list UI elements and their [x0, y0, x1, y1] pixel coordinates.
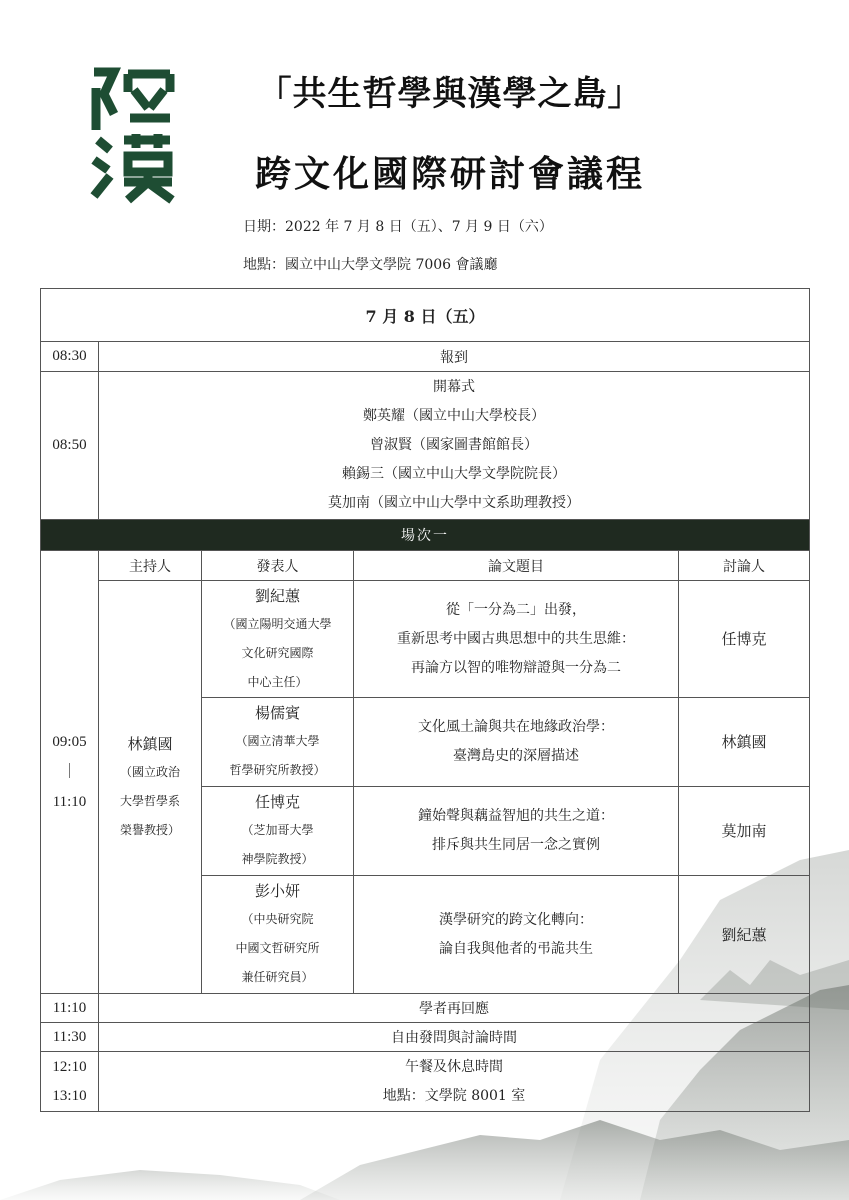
registration-row	[41, 342, 810, 372]
header-discussant: 討論人	[679, 551, 810, 581]
presenter-affiliation: （中央研究院	[241, 912, 314, 926]
date-line: 日期：2022 年 7 月 8 日（五）、7 月 9 日（六）	[243, 219, 553, 235]
time-cell: 08:30	[41, 342, 99, 372]
discussant-cell: 任博克	[679, 581, 810, 698]
presenter-affiliation: 中國文哲研究所	[235, 941, 320, 955]
presenter-name: 劉紀蕙	[254, 586, 300, 605]
chair-affiliation: 榮譽教授）	[119, 822, 180, 837]
paper-title: 重新思考中國古典思想中的共生思維：	[397, 630, 635, 647]
paper-title-cell	[354, 787, 679, 876]
time-separator: ｜	[61, 764, 77, 780]
presenter-name: 楊儒賓	[254, 704, 300, 722]
presenter-name: 彭小妍	[254, 882, 300, 900]
paper-title: 從「一分為二」出發，	[446, 601, 586, 618]
schedule-table	[40, 288, 810, 1112]
day-header-row	[41, 289, 810, 342]
time-cell: 08:50	[41, 372, 99, 520]
time-end: 11:10	[52, 794, 87, 810]
presenter-affiliation: 哲學研究所教授）	[229, 763, 326, 777]
lunch-time	[41, 1052, 99, 1112]
paper-title: 論自我與他者的弔詭共生	[439, 940, 593, 957]
session-title: 場次一	[41, 520, 810, 551]
session-column-headers	[41, 551, 810, 581]
title-line-2: 跨文化國際研討會議程	[254, 153, 645, 195]
paper-title-cell	[354, 581, 679, 698]
time-start: 09:05	[52, 734, 87, 750]
header-chair: 主持人	[99, 551, 202, 581]
session-header-row	[41, 520, 810, 551]
presenter-affiliation: （國立清華大學	[235, 734, 320, 748]
title-line-1: 「共生哲學與漢學之島」	[257, 74, 643, 114]
presenter-cell	[202, 876, 354, 994]
lunch-location: 地點：文學院 8001 室	[382, 1087, 526, 1104]
header-paper: 論文題目	[354, 551, 679, 581]
lunch-cell	[99, 1052, 810, 1112]
time-start: 12:10	[52, 1058, 87, 1075]
paper-title: 再論方以智的唯物辯證與一分為二	[411, 659, 621, 676]
paper-title-cell	[354, 876, 679, 994]
presenter-affiliation: 神學院教授）	[241, 852, 314, 866]
chair-name: 林鎮國	[127, 734, 173, 753]
presenter-name: 任博克	[254, 793, 300, 811]
agenda-item: 自由發問與討論時間	[99, 1023, 810, 1052]
time-cell: 11:10	[41, 994, 99, 1023]
opening-speaker: 賴錫三（國立中山大學文學院院長）	[342, 466, 567, 482]
opening-speaker: 曾淑賢（國家圖書館館長）	[370, 437, 539, 453]
discussant-cell: 劉紀蕙	[679, 876, 810, 994]
paper-title: 漢學研究的跨文化轉向：	[439, 911, 593, 928]
logo-icon	[88, 64, 176, 204]
paper-title: 文化風土論與共在地緣政治學：	[418, 719, 614, 735]
paper-title: 鐘始聲與藕益智旭的共生之道：	[418, 808, 614, 824]
opening-title: 開幕式	[433, 379, 476, 395]
paper-title-cell	[354, 698, 679, 787]
session-time-range	[41, 551, 99, 994]
presenter-cell	[202, 787, 354, 876]
discussant-cell: 莫加南	[679, 787, 810, 876]
paper-title: 排斥與共生同居一念之實例	[432, 837, 600, 853]
presenter-cell	[202, 581, 354, 698]
paper-title: 臺灣島史的深層描述	[453, 748, 579, 764]
presenter-affiliation: （國立陽明交通大學	[223, 616, 332, 631]
opening-speaker: 鄭英耀（國立中山大學校長）	[363, 408, 546, 424]
agenda-item: 學者再回應	[99, 994, 810, 1023]
presenter-affiliation: 中心主任）	[247, 674, 308, 689]
presenter-affiliation: （芝加哥大學	[241, 823, 314, 837]
agenda-item: 報到	[99, 342, 810, 372]
time-end: 13:10	[52, 1087, 87, 1104]
presenter-affiliation: 文化研究國際	[241, 645, 314, 660]
opening-speaker: 莫加南（國立中山大學中文系助理教授）	[328, 495, 581, 511]
discussion-row	[41, 1023, 810, 1052]
presenter-cell	[202, 698, 354, 787]
time-cell: 11:30	[41, 1023, 99, 1052]
header-presenter: 發表人	[202, 551, 354, 581]
chair-affiliation: （國立政治	[119, 764, 180, 779]
response-row	[41, 994, 810, 1023]
chair-affiliation: 大學哲學系	[119, 793, 180, 808]
day-header: 7 月 8 日（五）	[41, 289, 810, 342]
venue-line: 地點：國立中山大學文學院 7006 會議廳	[243, 257, 498, 273]
lunch-label: 午餐及休息時間	[405, 1058, 504, 1075]
discussant-cell: 林鎮國	[679, 698, 810, 787]
lunch-row	[41, 1052, 810, 1112]
chair-cell	[99, 581, 202, 994]
opening-row	[41, 372, 810, 520]
presenter-affiliation: 兼任研究員）	[241, 970, 314, 984]
opening-ceremony	[99, 372, 810, 520]
paper-row	[41, 581, 810, 698]
